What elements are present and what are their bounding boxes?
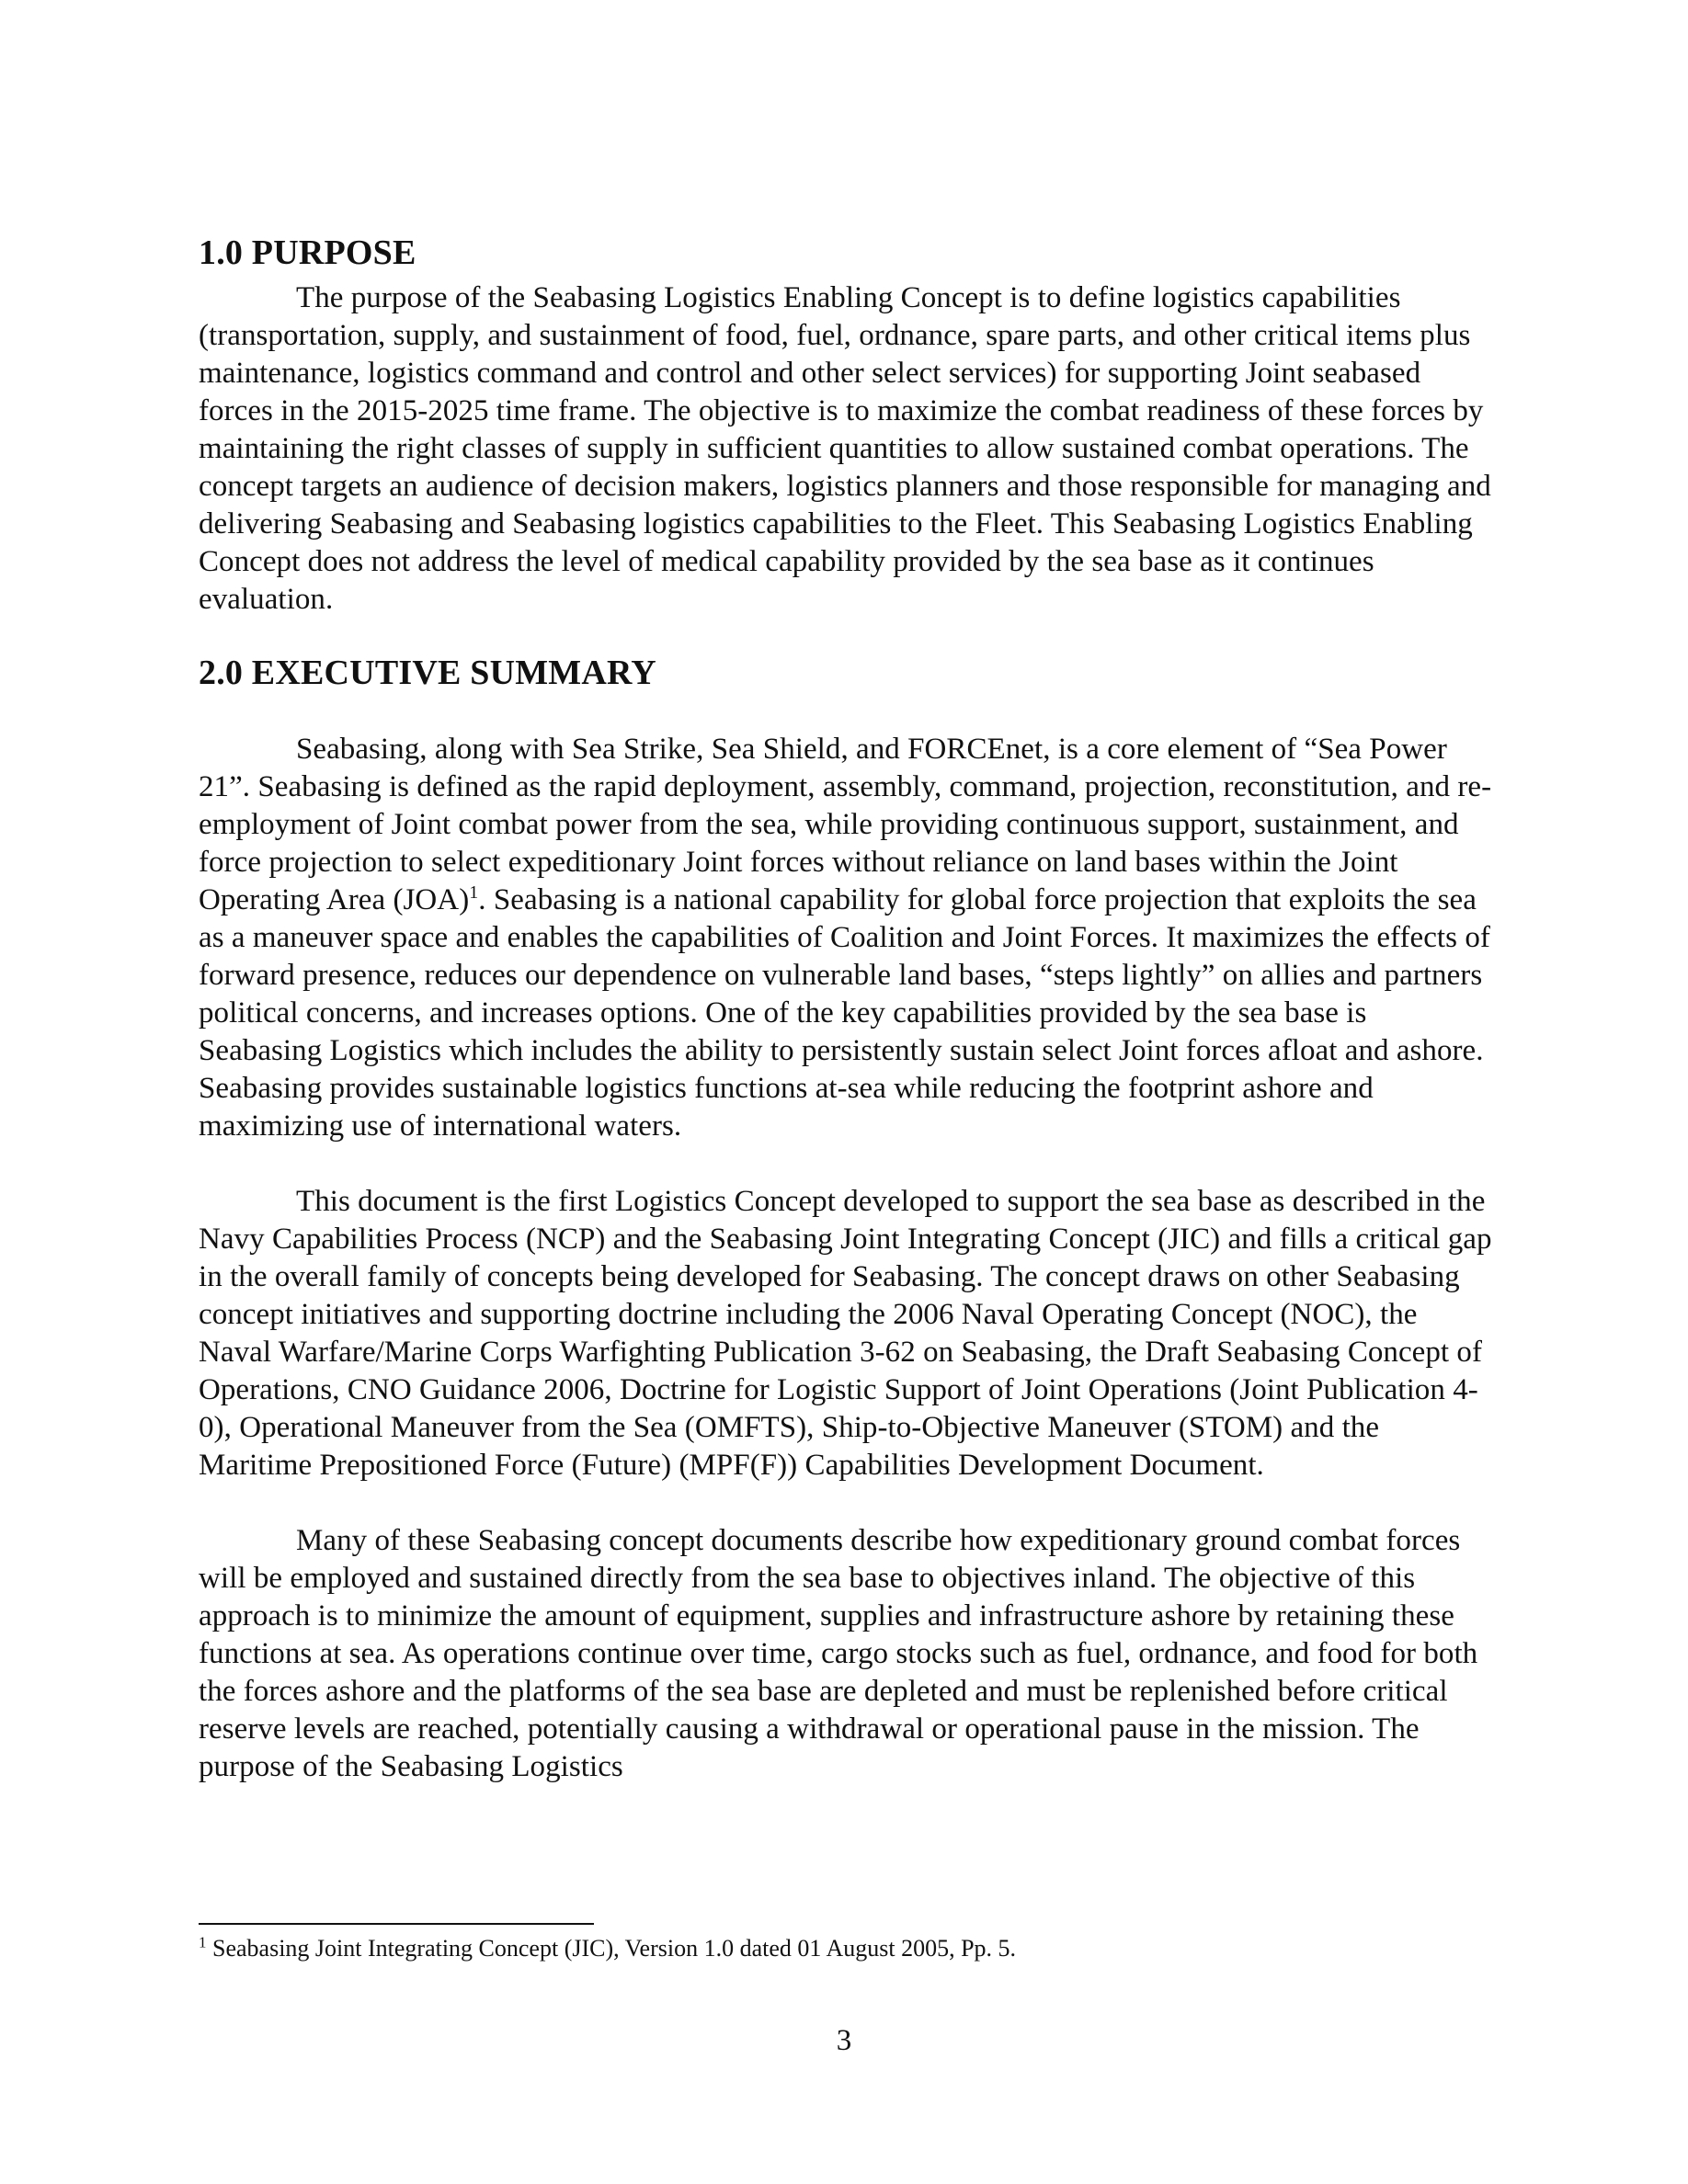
section-heading-purpose: 1.0 PURPOSE (199, 233, 416, 272)
executive-summary-paragraph-2: This document is the first Logistics Concept developed to support the sea base as described in the Navy Capabilities Process (NCP) and the Seabasing Joint Integrating Concept (JIC) and fills a critical gap in the overall family of concepts being developed for Seabasing. The concept draws on other Seabasing concept initiatives and supporting doctrine including the 2006 Naval Operating Concept (NOC), the Naval Warfare/Marine Corps Warfighting Publication 3-62 on Seabasing, the Draft Seabasing Concept of Operations, CNO Guidance 2006, Doctrine for Logistic Support of Joint Operations (Joint Publication 4-0), Operational Maneuver from the Sea (OMFTS), Ship-to-Objective Maneuver (STOM) and the Maritime Prepositioned Force (Future) (MPF(F)) Capabilities Development Document. (199, 1185, 1492, 1482)
footnote-marker: 1 (199, 1933, 207, 1951)
paragraph-text: . Seabasing is a national capability for global force projection that exploits the sea as a maneuver space and enables the capabilities of Coalition and Joint Forces. It maximizes the effects of forward presence, reduces our dependence on vulnerable land bases, “steps lightly” on allies and partners political concerns, and increases options. One of the key capabilities provided by the sea base is Seabasing Logistics which includes the ability to persistently sustain select Joint forces afloat and ashore. Seabasing provides sustainable logistics functions at-sea while reducing the footprint ashore and maximizing use of international waters. (199, 883, 1490, 1143)
footnote-text: Seabasing Joint Integrating Concept (JIC), Version 1.0 dated 01 August 2005, Pp. 5. (206, 1935, 1017, 1962)
page-body (199, 232, 1495, 1786)
section-heading-executive-summary: 2.0 EXECUTIVE SUMMARY (199, 654, 656, 692)
footnote-separator (199, 1923, 594, 1925)
page-number: 3 (836, 2024, 852, 2057)
footnote (199, 1934, 1495, 1963)
paragraph-text: Seabasing, along with Sea Strike, Sea Shield, and FORCEnet, is a core element of “Sea Power 21”. Seabasing is defined as the rapid deployment, assembly, command, projection, reconstitution, and re-employment of Joint combat power from the sea, while providing continuous support, sustainment, and force projection to select expeditionary Joint forces without reliance on land bases within the Joint Operating Area (JOA) (199, 733, 1492, 916)
executive-summary-paragraph-1 (199, 731, 1495, 1145)
footnote-reference[interactable]: 1 (469, 882, 479, 903)
purpose-paragraph: The purpose of the Seabasing Logistics Enabling Concept is to define logistics capabilities (transportation, supply, and sustainment of food, fuel, ordnance, spare parts, and other critical items plus maintenance, logistics command and control and other select services) for supporting Joint seabased forces in the 2015-2025 time frame. The objective is to maximize the combat readiness of these forces by maintaining the right classes of supply in sufficient quantities to allow sustained combat operations. The concept targets an audience of decision makers, logistics planners and those responsible for managing and delivering Seabasing and Seabasing logistics capabilities to the Fleet. This Seabasing Logistics Enabling Concept does not address the level of medical capability provided by the sea base as it continues evaluation. (199, 281, 1491, 616)
executive-summary-paragraph-3: Many of these Seabasing concept documents describe how expeditionary ground combat forces will be employed and sustained directly from the sea base to objectives inland. The objective of this approach is to minimize the amount of equipment, supplies and infrastructure ashore by retaining these functions at sea. As operations continue over time, cargo stocks such as fuel, ordnance, and food for both the forces ashore and the platforms of the sea base are depleted and must be replenished before critical reserve levels are reached, potentially causing a withdrawal or operational pause in the mission. The purpose of the Seabasing Logistics (199, 1524, 1478, 1783)
